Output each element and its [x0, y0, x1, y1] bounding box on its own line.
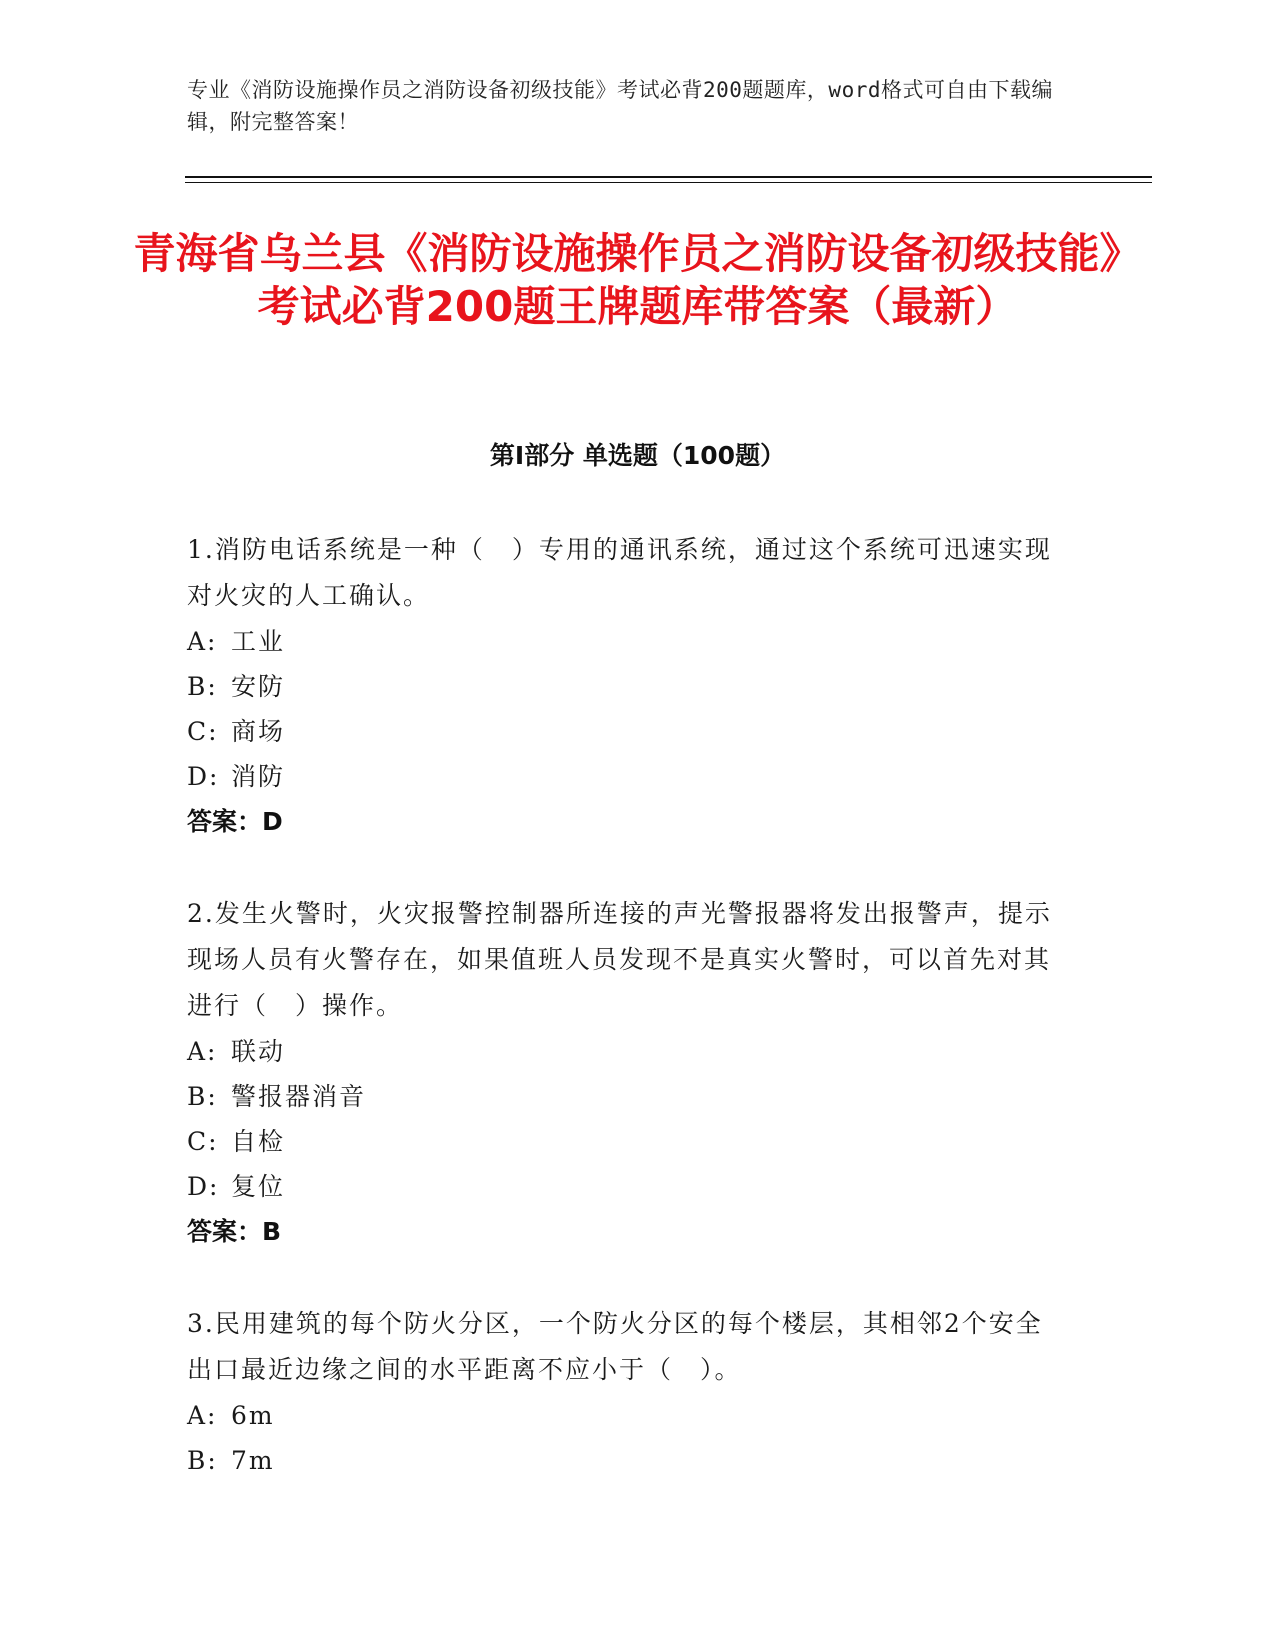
option-letter: A:: [187, 1037, 218, 1066]
option-text: 消防: [231, 762, 286, 791]
question-text: 1.消防电话系统是一种（ ）专用的通讯系统，通过这个系统可迅速实现对火灾的人工确认。: [187, 535, 1052, 610]
option-c: [187, 1119, 1067, 1164]
option-d: [187, 1164, 1067, 1209]
option-letter: C:: [187, 1127, 219, 1156]
option-letter: D:: [187, 762, 220, 791]
option-letter: D:: [187, 1172, 220, 1201]
option-a: [187, 1029, 1067, 1074]
option-text: 安防: [231, 672, 286, 701]
option-text: 6m: [231, 1401, 275, 1430]
header-rule-thin: [185, 182, 1152, 183]
option-text: 7m: [231, 1446, 275, 1475]
answer: 答案：B: [187, 1217, 282, 1246]
option-c: [187, 709, 1067, 754]
option-b: [187, 664, 1067, 709]
option-b: [187, 1438, 1067, 1483]
question-2: [187, 891, 1067, 1255]
option-letter: C:: [187, 717, 219, 746]
option-letter: B:: [187, 1446, 218, 1475]
header-rule-thick: [185, 176, 1152, 178]
question-list: [187, 527, 1067, 1529]
option-a: [187, 619, 1067, 664]
option-letter: A:: [187, 627, 218, 656]
question-text: 3.民用建筑的每个防火分区，一个防火分区的每个楼层，其相邻2个安全出口最近边缘之间的水平距离不应小于（ ）。: [187, 1309, 1043, 1384]
option-text: 商场: [231, 717, 286, 746]
option-d: [187, 754, 1067, 799]
question-1: [187, 527, 1067, 845]
header-note: 专业《消防设施操作员之消防设备初级技能》考试必背200题题库，word格式可自由下载编辑，附完整答案！: [187, 78, 1053, 134]
document-title: 青海省乌兰县《消防设施操作员之消防设备初级技能》考试必背200题王牌题库带答案（最新）: [133, 229, 1142, 331]
option-text: 复位: [231, 1172, 286, 1201]
section-heading: 第Ⅰ部分 单选题（100题）: [489, 441, 786, 470]
question-text: 2.发生火警时，火灾报警控制器所连接的声光警报器将发出报警声，提示现场人员有火警存在，如果值班人员发现不是真实火警时，可以首先对其进行（ ）操作。: [187, 899, 1052, 1020]
answer: 答案：D: [187, 807, 283, 836]
option-letter: B:: [187, 1082, 218, 1111]
option-letter: A:: [187, 1401, 218, 1430]
option-a: [187, 1393, 1067, 1438]
option-letter: B:: [187, 672, 218, 701]
option-b: [187, 1074, 1067, 1119]
option-text: 自检: [231, 1127, 286, 1156]
option-text: 警报器消音: [231, 1082, 367, 1111]
question-3: [187, 1301, 1067, 1483]
option-text: 联动: [231, 1037, 286, 1066]
option-text: 工业: [231, 627, 286, 656]
